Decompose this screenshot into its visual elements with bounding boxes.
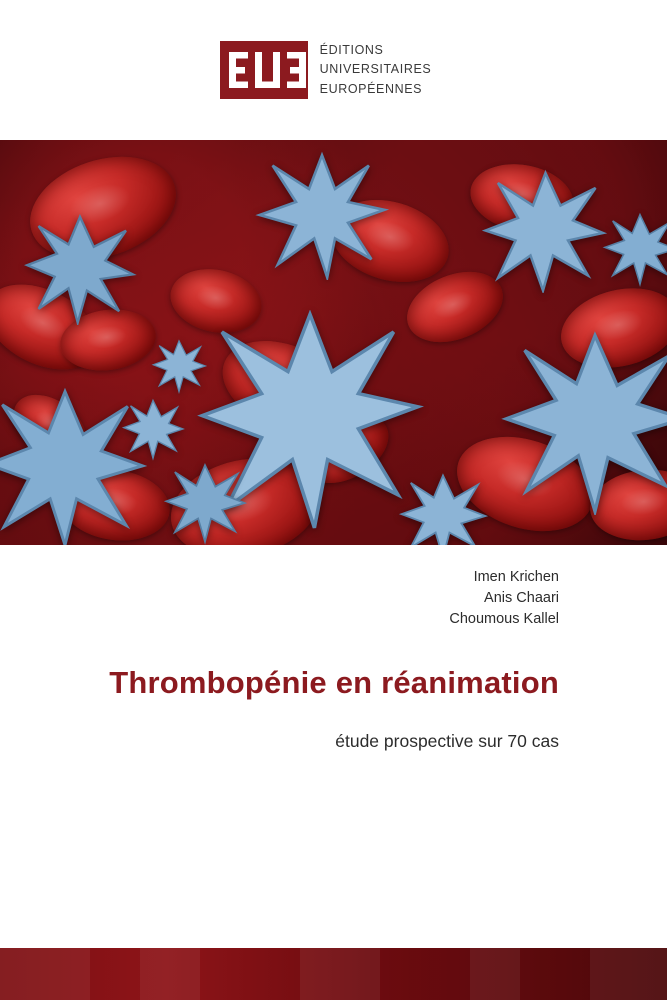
author-name: Anis Chaari — [484, 590, 559, 607]
cover-lower-section — [0, 545, 667, 1000]
author-name: Imen Krichen — [473, 569, 559, 585]
platelet — [20, 210, 140, 325]
platelet — [252, 150, 392, 280]
platelet — [118, 395, 188, 463]
author-list — [0, 567, 559, 630]
publisher-name — [320, 41, 432, 99]
bottom-color-band — [0, 948, 667, 1000]
author-name: Choumous Kallel — [449, 611, 559, 628]
platelet — [160, 460, 250, 545]
book-subtitle: étude prospective sur 70 cas — [335, 730, 559, 751]
book-title: Thrombopénie en réanimation — [109, 665, 559, 701]
cover-image — [0, 140, 667, 545]
publisher-line-1: ÉDITIONS — [319, 42, 384, 57]
publisher-line-2: UNIVERSITAIRES — [319, 62, 432, 77]
platelet — [600, 210, 667, 288]
platelet — [500, 330, 667, 515]
publisher-logo-band — [0, 0, 667, 140]
platelet — [395, 470, 491, 545]
publisher-logo — [220, 41, 432, 99]
publisher-line-3: EUROPÉENNES — [319, 81, 423, 96]
platelet — [148, 336, 210, 396]
cover-text-block — [0, 567, 637, 753]
eue-logo-icon — [220, 41, 308, 99]
platelet — [478, 168, 608, 293]
